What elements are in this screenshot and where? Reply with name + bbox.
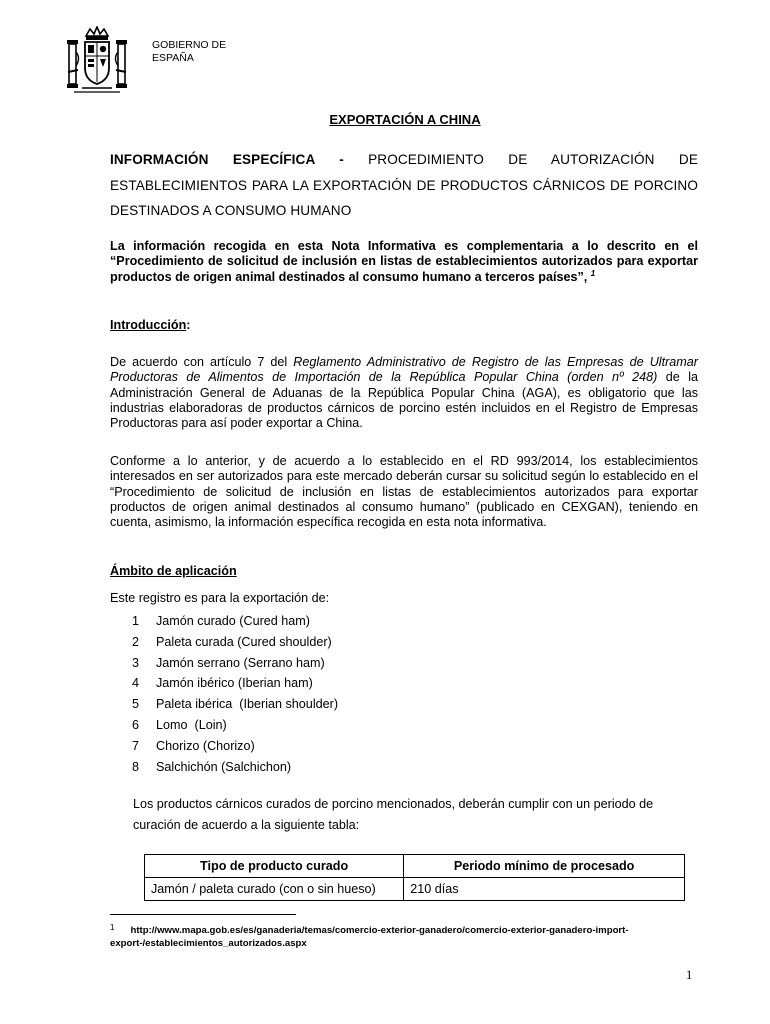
document-title: EXPORTACIÓN A CHINA [329, 112, 481, 127]
list-item [110, 653, 338, 674]
list-item [110, 757, 338, 778]
list-item-number: 7 [132, 738, 140, 753]
list-item-label: Jamón curado (Cured ham) [156, 614, 310, 628]
document-subtitle [110, 147, 698, 224]
footnote [110, 922, 700, 950]
list-item-label: Paleta curada (Cured shoulder) [156, 634, 332, 649]
list-item [110, 673, 338, 694]
introduction-paragraph-2: Conforme a lo anterior, y de acuerdo a lo establecido en el RD 993/2014, los establecimientos interesados en ser autorizados para este mercado deberán cursar su solicitud según lo establecido en el “Procedimiento de solicitud de inclusión en listas de establecimientos autorizados para exportar productos de origen animal destinados al consumo humano” (publicado en CEXGAN), teniendo en cuenta, asimismo, la información específica recogida en esta nota informativa. [110, 454, 698, 530]
subtitle-bold: INFORMACIÓN ESPECÍFICA - [110, 152, 344, 167]
subtitle-rest: PROCEDIMIENTO DE AUTORIZACIÓN DE ESTABLECIMIENTOS PARA LA EXPORTACIÓN DE PRODUCTOS CÁRNICOS DE PORCINO DESTINADOS A CONSUMO HUMANO [110, 152, 698, 218]
product-list [110, 611, 338, 777]
table-cell-period: 210 días [404, 878, 685, 901]
introduction-paragraph-1 [110, 355, 698, 431]
scope-heading: Ámbito de aplicación [110, 564, 237, 578]
curing-period-table [144, 854, 685, 901]
list-item-number: 6 [132, 717, 140, 732]
list-item [110, 611, 338, 632]
list-item-number: 2 [132, 634, 140, 649]
page-number: 1 [686, 968, 693, 982]
list-item-label: Chorizo (Chorizo) [156, 738, 255, 753]
government-line-1: GOBIERNO DE [152, 39, 227, 51]
footnote-divider [110, 914, 296, 915]
government-line-2: ESPAÑA [152, 52, 194, 64]
intro-p1-start: De acuerdo con artículo 7 del [110, 355, 294, 369]
list-item-label: Jamón serrano (Serrano ham) [156, 655, 325, 670]
list-item-number: 4 [132, 676, 140, 691]
table-header-product-type: Tipo de producto curado [145, 855, 404, 878]
footnote-number: 1 [110, 923, 115, 932]
government-label [152, 39, 226, 65]
footnote-link[interactable]: http://www.mapa.gob.es/es/ganaderia/temas/comercio-exterior-ganadero/comercio-exterior-ganadero-import-export-/establecimientos_autorizados.aspx [110, 925, 629, 949]
intro-p1-regulation: Reglamento Administrativo de Registro de las Empresas de Ultramar Productoras de Alimentos de Importación de la República Popular China (orden nº 248) [110, 355, 698, 385]
introduction-heading-colon: : [186, 318, 191, 332]
list-item-number: 8 [132, 759, 140, 774]
list-item-label: Paleta ibérica (Iberian shoulder) [156, 697, 339, 712]
curing-paragraph: Los productos cárnicos curados de porcino mencionados, deberán cumplir con un periodo de curación de acuerdo a la siguiente tabla: [133, 797, 654, 832]
list-item-label: Salchichón (Salchichon) [156, 759, 292, 774]
product-list-section [110, 590, 338, 777]
list-item [110, 632, 338, 653]
table-row [145, 878, 685, 901]
list-item-number: 3 [132, 655, 140, 670]
table-cell-product: Jamón / paleta curado (con o sin hueso) [145, 878, 404, 901]
intro-p1-end: de la Administración General de Aduanas de la República Popular China (AGA), es obligatorio que las industrias elaboradoras de productos cárnicos de porcino estén incluidos en el Registro de Empresas Productoras para así poder exportar a China. [110, 370, 699, 431]
list-item-label: Lomo (Loin) [156, 717, 227, 732]
list-item [110, 694, 338, 715]
list-item-number: 1 [132, 614, 140, 628]
table-header-row [145, 855, 685, 878]
note-text: La información recogida en esta Nota Informativa es complementaria a lo descrito en el “Procedimiento de solicitud de inclusión en listas de establecimientos autorizados para exportar productos de origen animal destinados al consumo humano a terceros países”, [110, 239, 698, 284]
informative-note [110, 239, 698, 285]
list-item [110, 715, 338, 736]
list-item [110, 736, 338, 757]
product-list-intro: Este registro es para la exportación de: [110, 591, 330, 605]
note-footnote-ref: 1 [590, 268, 596, 278]
list-item-label: Jamón ibérico (Iberian ham) [156, 676, 313, 691]
list-item-number: 5 [132, 697, 140, 712]
table-header-min-period: Periodo mínimo de procesado [404, 855, 685, 878]
coat-of-arms-logo [64, 26, 130, 96]
introduction-heading [110, 318, 190, 332]
introduction-heading-text: Introducción [110, 318, 187, 332]
